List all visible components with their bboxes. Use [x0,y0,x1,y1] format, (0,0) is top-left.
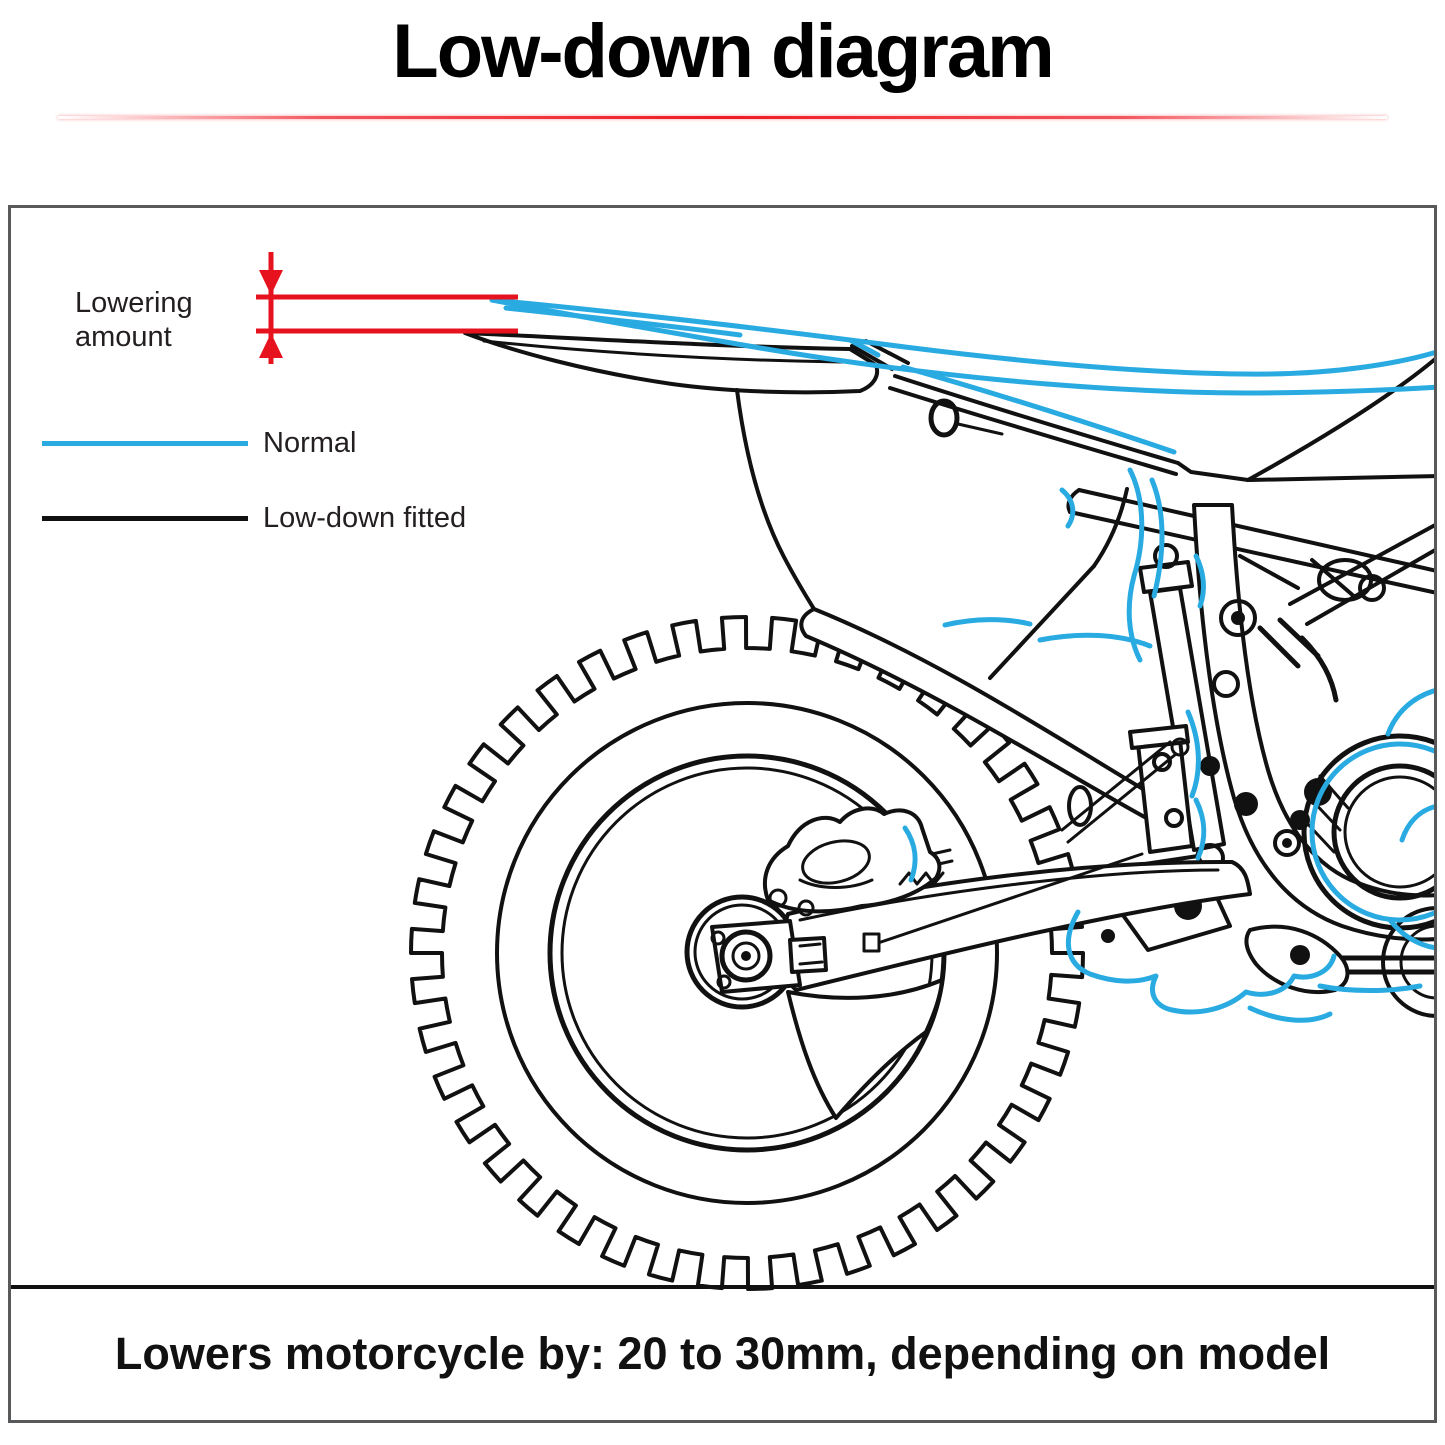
legend-label-lowdown: Low-down fitted [263,502,467,534]
legend-label-normal: Normal [263,427,357,459]
lowering-dimension [256,252,518,364]
frame-and-engine [1062,490,1437,1016]
caption-text: Lowers motorcycle by: 20 to 30mm, depending on model [114,1328,1331,1379]
arrow-up-icon [259,333,283,358]
diagram-frame [8,205,1437,1423]
lowering-amount-label: Lowering amount [75,287,193,353]
legend-swatch-normal [42,441,248,446]
title-underline-rule [58,116,1387,119]
arrow-down-icon [259,270,283,295]
lowdown-diagram-art [8,205,1437,1423]
legend-swatch-lowdown [42,516,248,521]
page-title: Low-down diagram [392,9,1053,94]
